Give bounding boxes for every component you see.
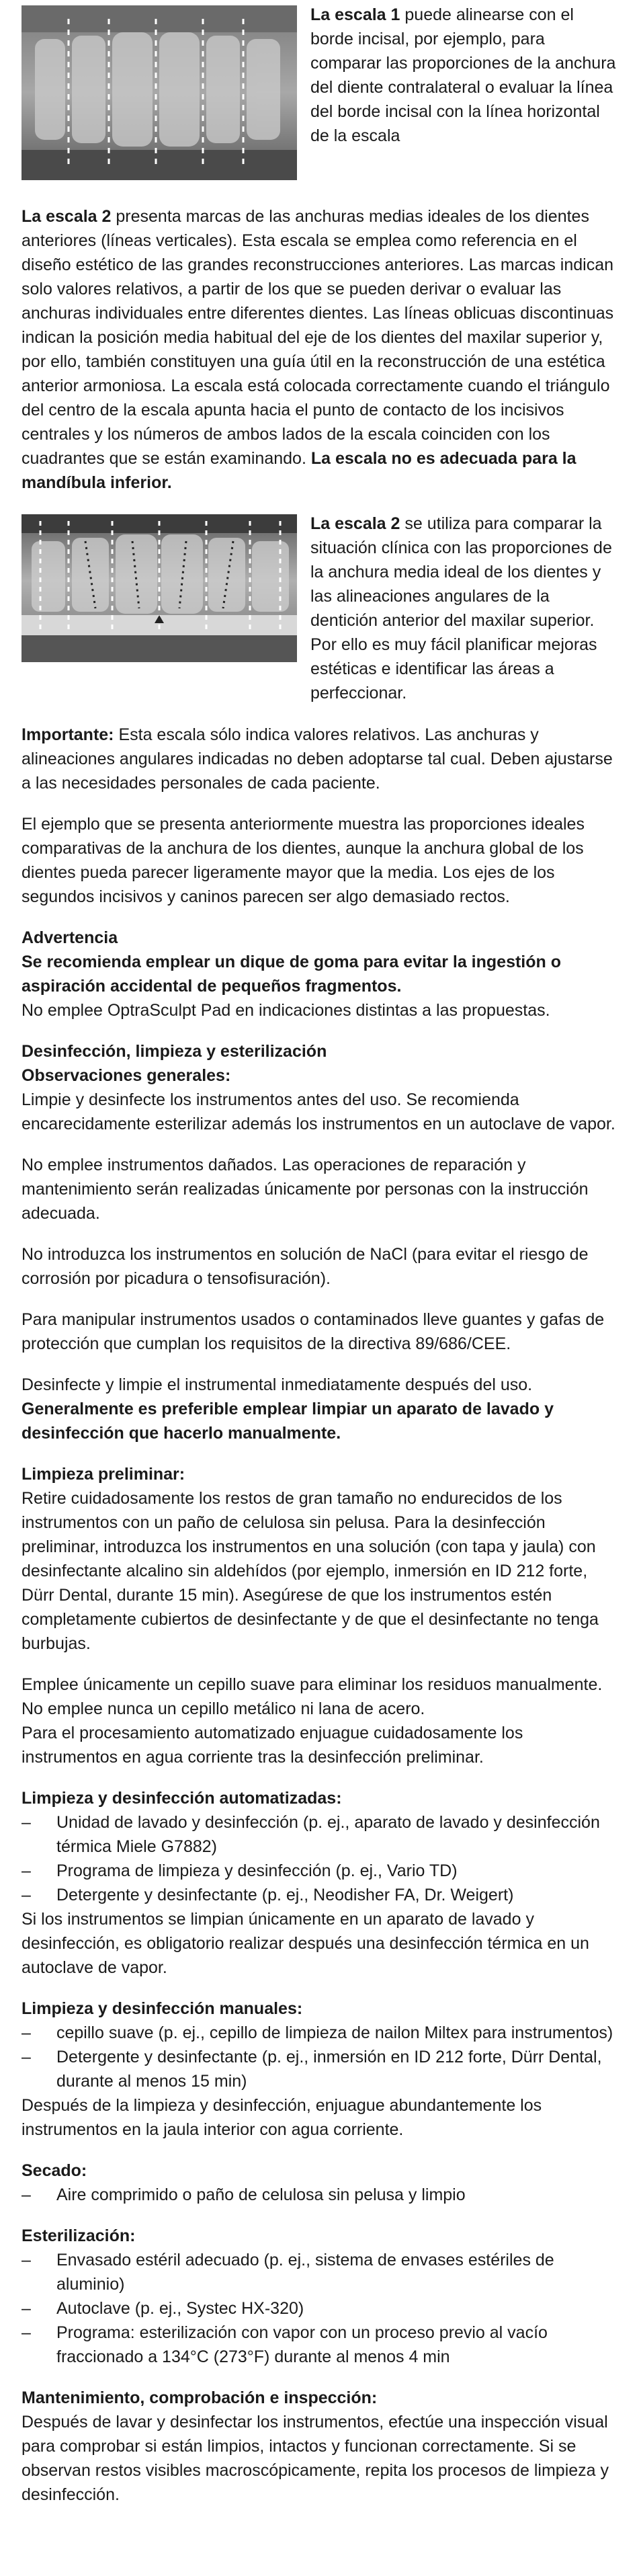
prelim-p2c: Para el procesamiento automatizado enjuague cuidadosamente los instrumentos en agua corriente tras la desinfección preliminar. — [22, 1724, 523, 1767]
scale2-use-text — [310, 512, 619, 705]
disinfection-p3: No introduzca los instrumentos en solución de NaCl (para evitar el riesgo de corrosión por picadura o tensofisuración). — [22, 1245, 589, 1288]
scale1-text — [310, 3, 619, 148]
prelim-heading: Limpieza preliminar: — [22, 1465, 185, 1484]
sterilization-list — [22, 2248, 619, 2369]
warning-section — [22, 926, 619, 1022]
maintenance-text: Después de lavar y desinfectar los instrumentos, efectúe una inspección visual para comprobar si están limpios, intactos y funcionan correctamente. Si se observan restos visibles macroscópicamente, repita los procesos de limpieza y desinfección. — [22, 2413, 609, 2504]
list-item: – Unidad de lavado y desinfección (p. ej., aparato de lavado y desinfección térmica Miele G7882) — [22, 1810, 619, 1859]
prelim-section — [22, 1462, 619, 1656]
example-paragraph: El ejemplo que se presenta anteriormente muestra las proporciones ideales comparativas de la anchura de los dientes, aunque la anchura global de los dientes pueda parecer ligeramente mayor que la media. Los ejes de los segundos incisivos y caninos parecen ser algo demasiado rectos. — [22, 815, 585, 906]
prelim-p1: Retire cuidadosamente los restos de gran tamaño no endurecidos de los instrumentos con un paño de celulosa sin pelusa. Para la desinfección preliminar, introduzca los instrumentos en una solución (con tapa y jaula) con desinfectante alcalino sin aldehídos (por ejemplo, inmersión en ID 212 forte, Dürr Dental, durante 15 min). Asegúrese de que los instrumentos estén completamente cubiertos de desinfectante y de que el desinfectante no tenga burbujas. — [22, 1489, 599, 1653]
disinfection-p5: Desinfecte y limpie el instrumental inmediatamente después del uso. — [22, 1375, 533, 1394]
warning-bold: Se recomienda emplear un dique de goma para evitar la ingestión o aspiración accidental de pequeños fragmentos. — [22, 953, 562, 996]
scale2-intro-bold: La escala no es adecuada para la mandíbula inferior. — [22, 449, 576, 492]
scale2-intro-paragraph — [22, 204, 619, 495]
scale2-use-title: La escala 2 — [310, 514, 400, 533]
disinfection-p5-block — [22, 1373, 619, 1445]
scale1-desc: puede alinearse con el borde incisal, por ejemplo, para comparar las proporciones de la anchura del diente contralateral o evaluar la línea del borde incisal con la línea horizontal de la escala — [310, 5, 616, 145]
scale2-intro-title: La escala 2 — [22, 207, 112, 226]
manual-section — [22, 1997, 619, 2142]
warning-heading: Advertencia — [22, 928, 118, 947]
manual-after: Después de la limpieza y desinfección, enjuague abundantemente los instrumentos en la jaula interior con agua corriente. — [22, 2096, 542, 2139]
manual-heading: Limpieza y desinfección manuales: — [22, 1999, 303, 2018]
sterilization-section — [22, 2224, 619, 2369]
scale2-intro-text: presenta marcas de las anchuras medias ideales de los dientes anteriores (líneas verticales). Esta escala se emplea como referencia en el diseño estético de las grandes reconstrucciones anteriores. Las marcas indican solo valores relativos, a partir de los que se pueden derivar o evaluar las anchuras individuales entre diferentes dientes. Las líneas oblicuas discontinuas indican la posición media habitual del eje de los dientes del maxilar superior y, por ello, también constituyen una guía útil en la reconstrucción de una estética anterior armoniosa. La escala está colocada correctamente cuando el triángulo del centro de la escala apunta hacia el punto de contacto de los incisivos centrales y los números de ambos lados de la escala coinciden con los cuadrantes que se están examinando. — [22, 207, 614, 468]
drying-list — [22, 2183, 619, 2207]
sterilization-heading: Esterilización: — [22, 2226, 136, 2245]
disinfection-p2: No emplee instrumentos dañados. Las operaciones de reparación y mantenimiento serán realizadas únicamente por personas con la instrucción adecuada. — [22, 1156, 589, 1223]
scale1-image — [22, 5, 297, 180]
scale2-photo — [22, 514, 297, 669]
disinfection-subheading: Observaciones generales: — [22, 1066, 231, 1085]
important-text: Esta escala sólo indica valores relativos. Las anchuras y alineaciones angulares indicadas no deben adoptarse tal cual. Deben ajustarse a las necesidades personales de cada paciente. — [22, 725, 613, 793]
scale2-image — [22, 514, 297, 662]
disinfection-p1: Limpie y desinfecte los instrumentos antes del uso. Se recomienda encarecidamente esterilizar además los instrumentos en un autoclave de vapor. — [22, 1090, 615, 1133]
scale1-photo — [22, 5, 297, 187]
list-item: – Autoclave (p. ej., Systec HX-320) — [22, 2296, 619, 2321]
list-item: – Programa de limpieza y desinfección (p. ej., Vario TD) — [22, 1859, 619, 1883]
list-item: – cepillo suave (p. ej., cepillo de limpieza de nailon Miltex para instrumentos) — [22, 2021, 619, 2045]
drying-section — [22, 2159, 619, 2207]
auto-section — [22, 1786, 619, 1980]
maintenance-section — [22, 2386, 619, 2507]
important-label: Importante: — [22, 725, 114, 744]
disinfection-p5-bold: Generalmente es preferible emplear limpiar un aparato de lavado y desinfección que hacerlo manualmente. — [22, 1400, 554, 1443]
list-item: – Detergente y desinfectante (p. ej., inmersión en ID 212 forte, Dürr Dental, durante al menos 15 min) — [22, 2045, 619, 2093]
prelim-p2a: Emplee únicamente un cepillo suave para eliminar los residuos manualmente. — [22, 1675, 603, 1694]
drying-heading: Secado: — [22, 2161, 87, 2180]
auto-after: Si los instrumentos se limpian únicamente en un aparato de lavado y desinfección, es obligatorio realizar después una desinfección térmica en un autoclave de vapor. — [22, 1910, 589, 1977]
list-item: – Programa: esterilización con vapor con un proceso previo al vacío fraccionado a 134°C (273°F) durante al menos 4 min — [22, 2321, 619, 2369]
auto-heading: Limpieza y desinfección automatizadas: — [22, 1789, 342, 1808]
maintenance-heading: Mantenimiento, comprobación e inspección: — [22, 2388, 378, 2407]
prelim-p2-block — [22, 1673, 619, 1769]
disinfection-p4: Para manipular instrumentos usados o contaminados lleve guantes y gafas de protección que cumplan los requisitos de la directiva 89/686/CEE. — [22, 1310, 605, 1353]
list-item: – Aire comprimido o paño de celulosa sin pelusa y limpio — [22, 2183, 619, 2207]
scale1-title: La escala 1 — [310, 5, 400, 24]
prelim-p2b: No emplee nunca un cepillo metálico ni lana de acero. — [22, 1699, 425, 1718]
disinfection-section — [22, 1039, 619, 1136]
warning-text: No emplee OptraSculpt Pad en indicaciones distintas a las propuestas. — [22, 1001, 550, 1020]
scale2-use-desc: se utiliza para comparar la situación clínica con las proporciones de la anchura media ideal de los dientes y las alineaciones angulares de la dentición anterior del maxilar superior. Por ello es muy fácil planificar mejoras estéticas e identificar las áreas a perfeccionar. — [310, 514, 612, 702]
important-paragraph — [22, 723, 619, 795]
list-item: – Detergente y desinfectante (p. ej., Neodisher FA, Dr. Weigert) — [22, 1883, 619, 1907]
manual-list — [22, 2021, 619, 2093]
disinfection-heading: Desinfección, limpieza y esterilización — [22, 1042, 327, 1061]
scale2-section — [22, 512, 619, 705]
auto-list — [22, 1810, 619, 1907]
list-item: – Envasado estéril adecuado (p. ej., sistema de envases estériles de aluminio) — [22, 2248, 619, 2296]
scale1-section — [22, 0, 619, 187]
